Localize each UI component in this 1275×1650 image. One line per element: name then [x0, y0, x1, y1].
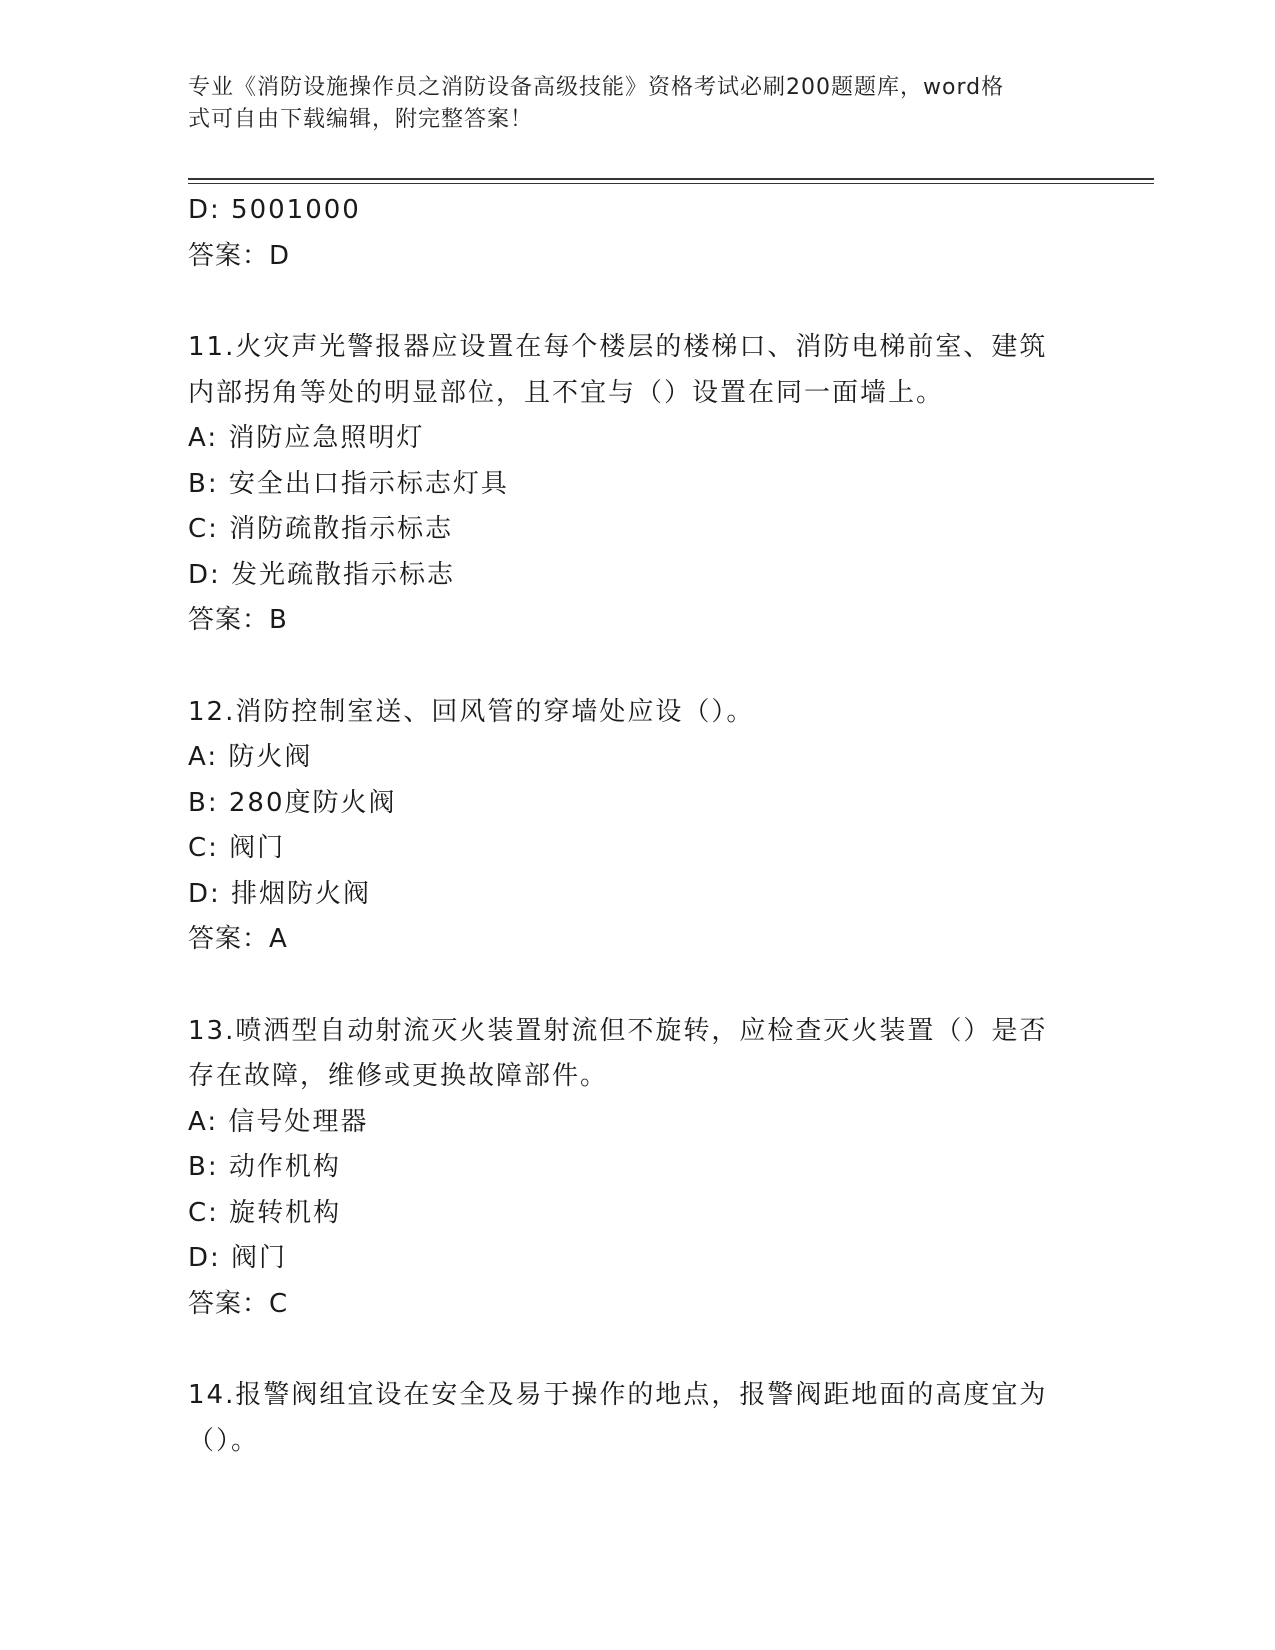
question-stem-line: 14.报警阀组宜设在安全及易于操作的地点，报警阀距地面的高度宜为: [188, 1380, 1048, 1410]
option-b: B: 动作机构: [188, 1152, 341, 1182]
question-stem-line: 13.喷洒型自动射流灭火装置射流但不旋转，应检查灭火装置（）是否: [188, 1015, 1048, 1046]
question-stem-line: 11.火灾声光警报器应设置在每个楼层的楼梯口、消防电梯前室、建筑: [188, 332, 1048, 362]
question-stem-line: （）。: [188, 1425, 260, 1456]
option-c: C: 消防疏散指示标志: [188, 514, 454, 544]
previous-question-tail: [188, 188, 1088, 279]
option-a: A: 消防应急照明灯: [188, 423, 425, 453]
question-11: [188, 325, 1088, 644]
option-d: D: 排烟防火阀: [188, 878, 372, 909]
document-body: [188, 188, 1088, 1464]
answer-line: 答案：C: [188, 1288, 289, 1319]
answer-line: 答案：B: [188, 605, 288, 635]
question-stem-line: 12.消防控制室送、回风管的穿墙处应设（）。: [188, 696, 755, 727]
question-stem-line: 内部拐角等处的明显部位，且不宜与（）设置在同一面墙上。: [188, 377, 945, 408]
answer-line: 答案：A: [188, 924, 288, 954]
header-divider-thin: [188, 183, 1154, 184]
header-divider-thick: [188, 178, 1154, 180]
option-d: D: 5001000: [188, 195, 361, 225]
question-14: [188, 1373, 1088, 1464]
option-c: C: 旋转机构: [188, 1197, 342, 1228]
question-13: [188, 1009, 1088, 1328]
option-b: B: 安全出口指示标志灯具: [188, 468, 509, 499]
option-a: A: 信号处理器: [188, 1106, 369, 1137]
header-line-1: 专业《消防设施操作员之消防设备高级技能》资格考试必刷200题题库，word格: [188, 75, 1005, 100]
document-header: [188, 72, 1088, 136]
question-stem-line: 存在故障，维修或更换故障部件。: [188, 1061, 609, 1091]
option-d: D: 阀门: [188, 1243, 288, 1273]
answer-line: 答案：D: [188, 240, 291, 271]
question-12: [188, 690, 1088, 963]
option-b: B: 280度防火阀: [188, 787, 397, 818]
option-c: C: 阀门: [188, 833, 286, 863]
option-a: A: 防火阀: [188, 742, 313, 772]
option-d: D: 发光疏散指示标志: [188, 559, 456, 590]
header-line-2: 式可自由下载编辑，附完整答案！: [188, 107, 534, 132]
